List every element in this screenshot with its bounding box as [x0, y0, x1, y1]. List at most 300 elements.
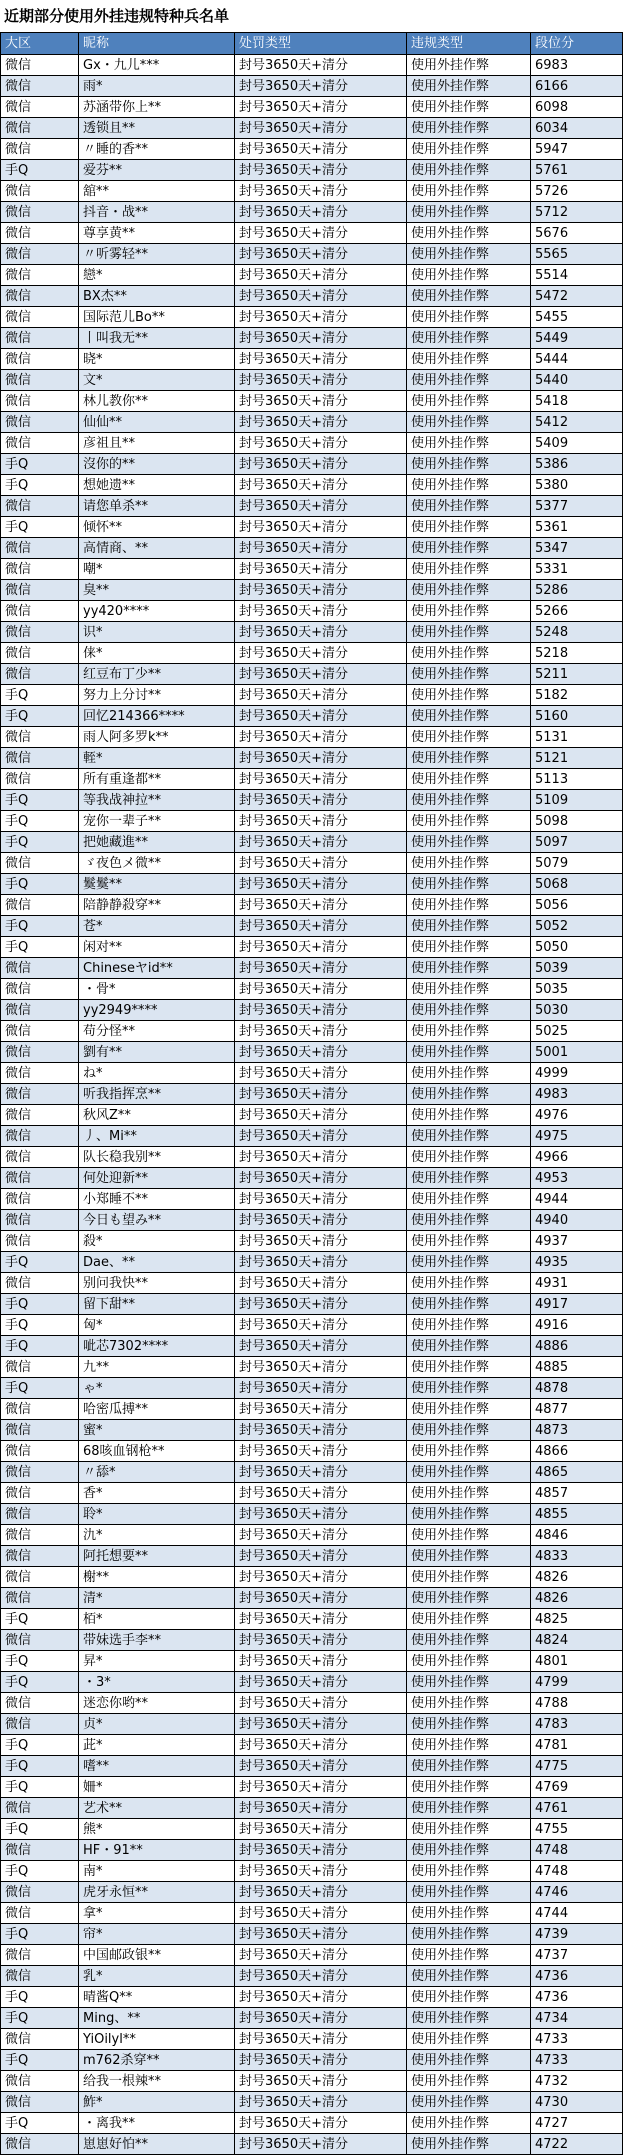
cell-rank-score: 4733 — [531, 2029, 623, 2050]
cell-violation: 使用外挂作弊 — [407, 1777, 531, 1798]
cell-nickname: 九** — [79, 1357, 235, 1378]
cell-violation: 使用外挂作弊 — [407, 2071, 531, 2092]
cell-nickname: 等我战神拉** — [79, 790, 235, 811]
cell-penalty: 封号3650天+清分 — [235, 1525, 407, 1546]
cell-violation: 使用外挂作弊 — [407, 370, 531, 391]
cell-nickname: 鬕鬕** — [79, 874, 235, 895]
cell-penalty: 封号3650天+清分 — [235, 2113, 407, 2134]
cell-violation: 使用外挂作弊 — [407, 1042, 531, 1063]
header-rank-score: 段位分 — [531, 33, 623, 55]
cell-violation: 使用外挂作弊 — [407, 1021, 531, 1042]
cell-penalty: 封号3650天+清分 — [235, 244, 407, 265]
cell-rank-score: 4873 — [531, 1420, 623, 1441]
table-row — [1, 1000, 623, 1021]
cell-rank-score: 4733 — [531, 2050, 623, 2071]
cell-violation: 使用外挂作弊 — [407, 1672, 531, 1693]
table-row — [1, 1273, 623, 1294]
cell-penalty: 封号3650天+清分 — [235, 601, 407, 622]
cell-rank-score: 5039 — [531, 958, 623, 979]
cell-violation: 使用外挂作弊 — [407, 2113, 531, 2134]
table-row — [1, 1924, 623, 1945]
cell-nickname: 南* — [79, 1861, 235, 1882]
cell-violation: 使用外挂作弊 — [407, 958, 531, 979]
cell-rank-score: 5565 — [531, 244, 623, 265]
cell-penalty: 封号3650天+清分 — [235, 1000, 407, 1021]
cell-region: 微信 — [1, 1084, 79, 1105]
cell-penalty: 封号3650天+清分 — [235, 727, 407, 748]
cell-penalty: 封号3650天+清分 — [235, 874, 407, 895]
cell-penalty: 封号3650天+清分 — [235, 2029, 407, 2050]
cell-nickname: Ming、** — [79, 2008, 235, 2029]
cell-violation: 使用外挂作弊 — [407, 1147, 531, 1168]
cell-rank-score: 4916 — [531, 1315, 623, 1336]
cell-rank-score: 5030 — [531, 1000, 623, 1021]
cell-region: 手Q — [1, 2050, 79, 2071]
cell-violation: 使用外挂作弊 — [407, 1819, 531, 1840]
table-row — [1, 622, 623, 643]
cell-penalty: 封号3650天+清分 — [235, 853, 407, 874]
cell-violation: 使用外挂作弊 — [407, 1588, 531, 1609]
cell-region: 手Q — [1, 1735, 79, 1756]
table-row — [1, 307, 623, 328]
cell-penalty: 封号3650天+清分 — [235, 1819, 407, 1840]
table-row — [1, 1063, 623, 1084]
cell-nickname: 蜜* — [79, 1420, 235, 1441]
cell-violation: 使用外挂作弊 — [407, 496, 531, 517]
cell-rank-score: 4824 — [531, 1630, 623, 1651]
cell-violation: 使用外挂作弊 — [407, 622, 531, 643]
table-row — [1, 1672, 623, 1693]
table-row — [1, 2008, 623, 2029]
cell-rank-score: 4826 — [531, 1567, 623, 1588]
cell-rank-score: 4886 — [531, 1336, 623, 1357]
table-row — [1, 286, 623, 307]
cell-nickname: 丨叫我无** — [79, 328, 235, 349]
cell-region: 微信 — [1, 601, 79, 622]
cell-region: 微信 — [1, 1147, 79, 1168]
cell-nickname: 宠你一辈子** — [79, 811, 235, 832]
cell-nickname: Chineseヤid** — [79, 958, 235, 979]
cell-rank-score: 6098 — [531, 97, 623, 118]
cell-penalty: 封号3650天+清分 — [235, 2092, 407, 2113]
cell-region: 微信 — [1, 223, 79, 244]
cell-nickname: 别问我快** — [79, 1273, 235, 1294]
cell-region: 微信 — [1, 1021, 79, 1042]
table-row — [1, 1336, 623, 1357]
cell-rank-score: 5248 — [531, 622, 623, 643]
table-row — [1, 328, 623, 349]
cell-region: 微信 — [1, 139, 79, 160]
cell-rank-score: 6983 — [531, 55, 623, 76]
cell-nickname: 爱芬** — [79, 160, 235, 181]
cell-region: 微信 — [1, 622, 79, 643]
cell-penalty: 封号3650天+清分 — [235, 2008, 407, 2029]
cell-nickname: 臭** — [79, 580, 235, 601]
cell-rank-score: 5761 — [531, 160, 623, 181]
cell-penalty: 封号3650天+清分 — [235, 454, 407, 475]
cell-nickname: 虎牙永恒** — [79, 1882, 235, 1903]
cell-rank-score: 4739 — [531, 1924, 623, 1945]
table-row — [1, 97, 623, 118]
table-row — [1, 391, 623, 412]
table-row — [1, 160, 623, 181]
cell-rank-score: 4826 — [531, 1588, 623, 1609]
cell-rank-score: 5182 — [531, 685, 623, 706]
table-row — [1, 1609, 623, 1630]
cell-violation: 使用外挂作弊 — [407, 727, 531, 748]
table-row — [1, 1378, 623, 1399]
cell-region: 手Q — [1, 1651, 79, 1672]
cell-rank-score: 5440 — [531, 370, 623, 391]
cell-penalty: 封号3650天+清分 — [235, 1273, 407, 1294]
cell-rank-score: 6166 — [531, 76, 623, 97]
cell-nickname: m762杀穿** — [79, 2050, 235, 2071]
cell-violation: 使用外挂作弊 — [407, 1861, 531, 1882]
cell-violation: 使用外挂作弊 — [407, 328, 531, 349]
cell-rank-score: 4801 — [531, 1651, 623, 1672]
table-row — [1, 811, 623, 832]
cell-region: 手Q — [1, 160, 79, 181]
cell-region: 微信 — [1, 391, 79, 412]
cell-rank-score: 5266 — [531, 601, 623, 622]
table-row — [1, 1756, 623, 1777]
table-row — [1, 1294, 623, 1315]
cell-violation: 使用外挂作弊 — [407, 1189, 531, 1210]
cell-nickname: ・离我** — [79, 2113, 235, 2134]
cell-penalty: 封号3650天+清分 — [235, 1693, 407, 1714]
cell-violation: 使用外挂作弊 — [407, 202, 531, 223]
table-row — [1, 1777, 623, 1798]
cell-region: 微信 — [1, 1126, 79, 1147]
cell-nickname: 丿、Mi** — [79, 1126, 235, 1147]
table-row — [1, 2113, 623, 2134]
table-row — [1, 664, 623, 685]
cell-region: 微信 — [1, 580, 79, 601]
table-row — [1, 1084, 623, 1105]
cell-region: 手Q — [1, 916, 79, 937]
cell-rank-score: 5676 — [531, 223, 623, 244]
cell-violation: 使用外挂作弊 — [407, 706, 531, 727]
cell-nickname: 陪静静殺穿** — [79, 895, 235, 916]
cell-region: 微信 — [1, 664, 79, 685]
cell-region: 手Q — [1, 517, 79, 538]
cell-nickname: 〃听雾轻** — [79, 244, 235, 265]
cell-rank-score: 4783 — [531, 1714, 623, 1735]
cell-rank-score: 4732 — [531, 2071, 623, 2092]
cell-rank-score: 4781 — [531, 1735, 623, 1756]
cell-penalty: 封号3650天+清分 — [235, 76, 407, 97]
cell-region: 微信 — [1, 1945, 79, 1966]
cell-nickname: 想她遗** — [79, 475, 235, 496]
cell-nickname: 留下甜** — [79, 1294, 235, 1315]
cell-nickname: Gx・九儿*** — [79, 55, 235, 76]
table-row — [1, 1966, 623, 1987]
table-row — [1, 1945, 623, 1966]
cell-nickname: 贞* — [79, 1714, 235, 1735]
cell-penalty: 封号3650天+清分 — [235, 1462, 407, 1483]
cell-penalty: 封号3650天+清分 — [235, 832, 407, 853]
violators-table — [0, 32, 623, 2155]
cell-region: 微信 — [1, 181, 79, 202]
cell-rank-score: 5050 — [531, 937, 623, 958]
cell-violation: 使用外挂作弊 — [407, 475, 531, 496]
cell-nickname: 嗜** — [79, 1756, 235, 1777]
cell-violation: 使用外挂作弊 — [407, 1756, 531, 1777]
cell-nickname: 文* — [79, 370, 235, 391]
table-row — [1, 1798, 623, 1819]
table-row — [1, 1252, 623, 1273]
cell-rank-score: 5097 — [531, 832, 623, 853]
cell-region: 微信 — [1, 1357, 79, 1378]
cell-region: 微信 — [1, 1042, 79, 1063]
cell-violation: 使用外挂作弊 — [407, 538, 531, 559]
cell-nickname: ・骨* — [79, 979, 235, 1000]
cell-nickname: 迷恋你哟** — [79, 1693, 235, 1714]
cell-region: 微信 — [1, 1504, 79, 1525]
cell-nickname: 崽崽好怕** — [79, 2134, 235, 2155]
table-row — [1, 118, 623, 139]
cell-violation: 使用外挂作弊 — [407, 769, 531, 790]
cell-rank-score: 4855 — [531, 1504, 623, 1525]
table-row — [1, 223, 623, 244]
cell-penalty: 封号3650天+清分 — [235, 265, 407, 286]
cell-nickname: 红豆布丁少** — [79, 664, 235, 685]
cell-penalty: 封号3650天+清分 — [235, 1609, 407, 1630]
cell-nickname: 识* — [79, 622, 235, 643]
cell-violation: 使用外挂作弊 — [407, 1882, 531, 1903]
cell-region: 手Q — [1, 685, 79, 706]
cell-nickname: Dae、** — [79, 1252, 235, 1273]
table-row — [1, 832, 623, 853]
cell-penalty: 封号3650天+清分 — [235, 1945, 407, 1966]
cell-violation: 使用外挂作弊 — [407, 2050, 531, 2071]
cell-rank-score: 4846 — [531, 1525, 623, 1546]
cell-violation: 使用外挂作弊 — [407, 1714, 531, 1735]
table-row — [1, 706, 623, 727]
cell-rank-score: 5412 — [531, 412, 623, 433]
cell-region: 微信 — [1, 307, 79, 328]
cell-penalty: 封号3650天+清分 — [235, 475, 407, 496]
cell-nickname: 苍* — [79, 916, 235, 937]
table-row — [1, 1735, 623, 1756]
cell-rank-score: 5455 — [531, 307, 623, 328]
cell-region: 手Q — [1, 1756, 79, 1777]
cell-penalty: 封号3650天+清分 — [235, 1063, 407, 1084]
cell-nickname: ゞ夜色メ微** — [79, 853, 235, 874]
cell-region: 微信 — [1, 1441, 79, 1462]
cell-violation: 使用外挂作弊 — [407, 1336, 531, 1357]
header-violation: 违规类型 — [407, 33, 531, 55]
cell-violation: 使用外挂作弊 — [407, 1987, 531, 2008]
cell-penalty: 封号3650天+清分 — [235, 202, 407, 223]
cell-region: 手Q — [1, 1315, 79, 1336]
cell-region: 微信 — [1, 1966, 79, 1987]
cell-violation: 使用外挂作弊 — [407, 1210, 531, 1231]
cell-region: 手Q — [1, 937, 79, 958]
table-row — [1, 1819, 623, 1840]
cell-penalty: 封号3650天+清分 — [235, 307, 407, 328]
cell-region: 微信 — [1, 1273, 79, 1294]
cell-penalty: 封号3650天+清分 — [235, 811, 407, 832]
cell-region: 微信 — [1, 1189, 79, 1210]
cell-region: 微信 — [1, 118, 79, 139]
table-row — [1, 1840, 623, 1861]
cell-violation: 使用外挂作弊 — [407, 2008, 531, 2029]
cell-nickname: 听我指挥烹** — [79, 1084, 235, 1105]
cell-region: 微信 — [1, 643, 79, 664]
cell-violation: 使用外挂作弊 — [407, 790, 531, 811]
cell-penalty: 封号3650天+清分 — [235, 1147, 407, 1168]
cell-region: 微信 — [1, 958, 79, 979]
cell-violation: 使用外挂作弊 — [407, 1441, 531, 1462]
cell-region: 手Q — [1, 2113, 79, 2134]
cell-penalty: 封号3650天+清分 — [235, 1357, 407, 1378]
cell-penalty: 封号3650天+清分 — [235, 1420, 407, 1441]
cell-rank-score: 4878 — [531, 1378, 623, 1399]
cell-violation: 使用外挂作弊 — [407, 139, 531, 160]
cell-penalty: 封号3650天+清分 — [235, 328, 407, 349]
cell-violation: 使用外挂作弊 — [407, 517, 531, 538]
cell-rank-score: 4788 — [531, 1693, 623, 1714]
cell-region: 微信 — [1, 2134, 79, 2155]
cell-violation: 使用外挂作弊 — [407, 1357, 531, 1378]
cell-nickname: 透锁且** — [79, 118, 235, 139]
cell-region: 手Q — [1, 706, 79, 727]
cell-penalty: 封号3650天+清分 — [235, 1126, 407, 1147]
cell-penalty: 封号3650天+清分 — [235, 349, 407, 370]
cell-nickname: 今日も望み** — [79, 1210, 235, 1231]
cell-region: 手Q — [1, 1609, 79, 1630]
cell-rank-score: 5361 — [531, 517, 623, 538]
cell-penalty: 封号3650天+清分 — [235, 916, 407, 937]
cell-violation: 使用外挂作弊 — [407, 1126, 531, 1147]
cell-region: 微信 — [1, 748, 79, 769]
cell-region: 微信 — [1, 1483, 79, 1504]
cell-violation: 使用外挂作弊 — [407, 895, 531, 916]
cell-nickname: ゃ* — [79, 1378, 235, 1399]
cell-region: 微信 — [1, 265, 79, 286]
cell-nickname: 林儿教你** — [79, 391, 235, 412]
cell-rank-score: 4937 — [531, 1231, 623, 1252]
cell-violation: 使用外挂作弊 — [407, 811, 531, 832]
cell-rank-score: 5472 — [531, 286, 623, 307]
cell-penalty: 封号3650天+清分 — [235, 1966, 407, 1987]
header-row — [1, 33, 623, 55]
cell-nickname: 匈* — [79, 1315, 235, 1336]
cell-rank-score: 4865 — [531, 1462, 623, 1483]
cell-nickname: 聆* — [79, 1504, 235, 1525]
table-row — [1, 433, 623, 454]
cell-region: 手Q — [1, 475, 79, 496]
cell-rank-score: 5712 — [531, 202, 623, 223]
cell-nickname: 回忆214366**** — [79, 706, 235, 727]
cell-penalty: 封号3650天+清分 — [235, 118, 407, 139]
cell-region: 微信 — [1, 979, 79, 1000]
cell-region: 微信 — [1, 496, 79, 517]
cell-violation: 使用外挂作弊 — [407, 1966, 531, 1987]
cell-rank-score: 4748 — [531, 1861, 623, 1882]
cell-region: 手Q — [1, 790, 79, 811]
cell-nickname: 抖音・战** — [79, 202, 235, 223]
cell-violation: 使用外挂作弊 — [407, 580, 531, 601]
cell-nickname: 戀* — [79, 265, 235, 286]
cell-nickname: 高情商、** — [79, 538, 235, 559]
table-row — [1, 2071, 623, 2092]
cell-region: 微信 — [1, 328, 79, 349]
header-penalty: 处罚类型 — [235, 33, 407, 55]
cell-nickname: 鮓* — [79, 2092, 235, 2113]
table-row — [1, 601, 623, 622]
cell-violation: 使用外挂作弊 — [407, 160, 531, 181]
table-row — [1, 916, 623, 937]
cell-violation: 使用外挂作弊 — [407, 853, 531, 874]
cell-violation: 使用外挂作弊 — [407, 97, 531, 118]
cell-rank-score: 5514 — [531, 265, 623, 286]
cell-nickname: 拿* — [79, 1903, 235, 1924]
cell-region: 微信 — [1, 1168, 79, 1189]
cell-penalty: 封号3650天+清分 — [235, 1987, 407, 2008]
cell-violation: 使用外挂作弊 — [407, 1462, 531, 1483]
cell-violation: 使用外挂作弊 — [407, 643, 531, 664]
cell-violation: 使用外挂作弊 — [407, 1252, 531, 1273]
cell-violation: 使用外挂作弊 — [407, 391, 531, 412]
cell-nickname: 晓* — [79, 349, 235, 370]
cell-rank-score: 6034 — [531, 118, 623, 139]
cell-rank-score: 5035 — [531, 979, 623, 1000]
table-row — [1, 1504, 623, 1525]
table-row — [1, 496, 623, 517]
table-row — [1, 1420, 623, 1441]
cell-region: 微信 — [1, 433, 79, 454]
cell-rank-score: 5444 — [531, 349, 623, 370]
table-row — [1, 1567, 623, 1588]
cell-penalty: 封号3650天+清分 — [235, 286, 407, 307]
table-row — [1, 475, 623, 496]
cell-region: 微信 — [1, 853, 79, 874]
cell-region: 微信 — [1, 1000, 79, 1021]
table-row — [1, 580, 623, 601]
page-title: 近期部分使用外挂违规特种兵名单 — [4, 7, 230, 25]
cell-region: 微信 — [1, 1840, 79, 1861]
cell-region: 微信 — [1, 2092, 79, 2113]
cell-nickname: 昇* — [79, 1651, 235, 1672]
cell-region: 手Q — [1, 2008, 79, 2029]
cell-penalty: 封号3650天+清分 — [235, 1714, 407, 1735]
table-body — [1, 55, 623, 2155]
cell-region: 微信 — [1, 412, 79, 433]
cell-region: 微信 — [1, 538, 79, 559]
cell-rank-score: 4744 — [531, 1903, 623, 1924]
table-row — [1, 454, 623, 475]
cell-rank-score: 5347 — [531, 538, 623, 559]
cell-nickname: 仙仙** — [79, 412, 235, 433]
cell-nickname: 苏涵带你上** — [79, 97, 235, 118]
table-row — [1, 1483, 623, 1504]
cell-violation: 使用外挂作弊 — [407, 874, 531, 895]
cell-rank-score: 5025 — [531, 1021, 623, 1042]
cell-nickname: 舘** — [79, 181, 235, 202]
cell-nickname: 氿* — [79, 1525, 235, 1546]
cell-nickname: 中国邮政银** — [79, 1945, 235, 1966]
cell-rank-score: 4999 — [531, 1063, 623, 1084]
cell-violation: 使用外挂作弊 — [407, 1231, 531, 1252]
cell-violation: 使用外挂作弊 — [407, 349, 531, 370]
cell-nickname: 輊* — [79, 748, 235, 769]
cell-region: 手Q — [1, 454, 79, 475]
table-row — [1, 1651, 623, 1672]
cell-nickname: yy2949**** — [79, 1000, 235, 1021]
table-row — [1, 1315, 623, 1336]
